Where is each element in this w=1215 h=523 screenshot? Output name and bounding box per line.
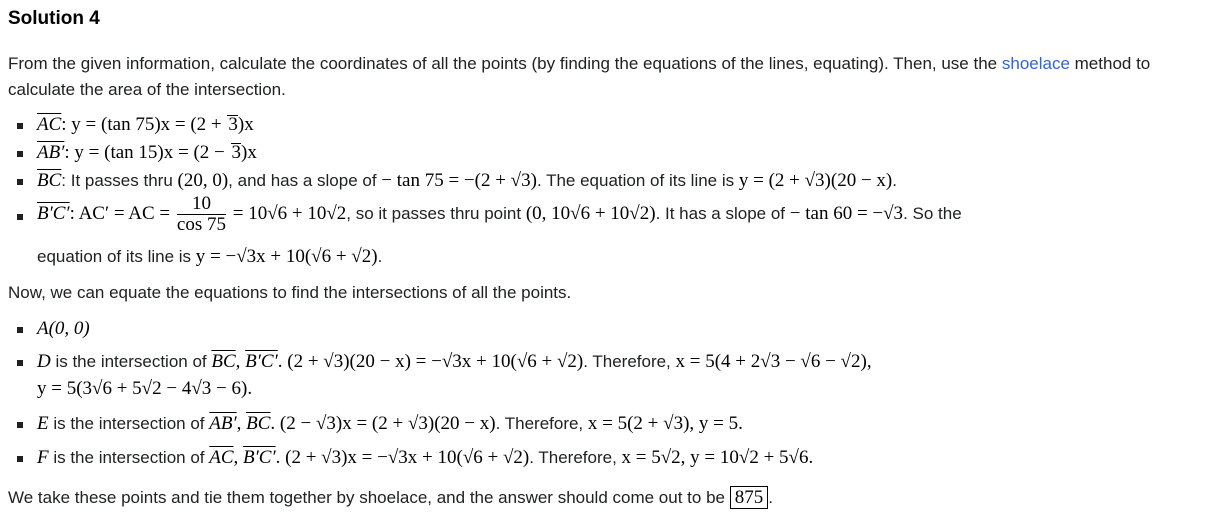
math: (20, 0) bbox=[177, 170, 229, 191]
math: (0, 10√6 + 10√2) bbox=[525, 202, 656, 224]
shoelace-link[interactable]: shoelace bbox=[1001, 54, 1070, 73]
intro-paragraph bbox=[8, 51, 1203, 103]
fraction-numerator: 10 bbox=[177, 194, 226, 215]
math: − tan 60 = −√3 bbox=[789, 202, 904, 224]
now-paragraph: Now, we can equate the equations to find the intersections of all the points. bbox=[8, 283, 572, 302]
math: − tan 75 = −(2 + √3) bbox=[381, 170, 537, 191]
text: . bbox=[738, 413, 743, 434]
intro-text-before: From the given information, calculate the coordinates of all the points (by finding the equations of the lines, equating). Then, use the bbox=[8, 54, 1002, 73]
list-item-point-a bbox=[37, 318, 90, 340]
math: . (2 − √3)x = (2 + √3)(20 − x) bbox=[270, 413, 496, 434]
text: equation of its line is bbox=[37, 247, 196, 266]
list-item-point-d: D is the intersection of $\overline{BC}$, B′C′. (2 + √3)(20 − x) = −√3x + 10(√6 + √2). Therefore, x = 5(4 + 2√3 − √6 − √2), bbox=[37, 351, 872, 373]
text: , so it passes thru point bbox=[346, 203, 526, 223]
text: . It has a slope of bbox=[655, 203, 790, 223]
comma: , bbox=[866, 351, 872, 372]
sqrt-radicand: 3 bbox=[228, 114, 238, 135]
list-item-bpcp bbox=[37, 194, 962, 235]
text: is the intersection of bbox=[48, 414, 210, 433]
text: . The equation of its line is bbox=[536, 171, 739, 190]
bullet-icon bbox=[17, 214, 23, 220]
text: . Therefore, bbox=[495, 414, 588, 433]
point-name: E bbox=[37, 413, 49, 434]
math: x = 5(4 + 2√3 − √6 − √2) bbox=[675, 351, 867, 372]
segment-label: $\overline{BC}$ bbox=[246, 413, 271, 434]
segment-label: $\overline{AC}$ bbox=[209, 447, 234, 468]
math: A(0, 0) bbox=[37, 318, 90, 339]
math: x = 5(2 + √3), y = 5 bbox=[587, 413, 739, 434]
equation-tail: )x bbox=[237, 114, 254, 135]
math: . (2 + √3)x = −√3x + 10(√6 + √2) bbox=[275, 447, 530, 468]
math: y = (2 + √3)(20 − x) bbox=[738, 170, 893, 191]
segment-label: AB′ bbox=[37, 142, 65, 163]
segment-label: AB′ bbox=[209, 413, 237, 434]
text: is the intersection of bbox=[50, 352, 212, 371]
fraction bbox=[177, 194, 226, 235]
math: x = 5√2, y = 10√2 + 5√6 bbox=[621, 447, 809, 468]
math: y = −√3x + 10(√6 + √2) bbox=[195, 246, 378, 267]
math: . (2 + √3)(20 − x) = −√3x + 10(√6 + √2) bbox=[277, 351, 584, 372]
list-item-abp bbox=[37, 142, 257, 164]
text: . bbox=[808, 447, 814, 468]
conclusion-end: . bbox=[768, 488, 773, 507]
segment-label: B′C′ bbox=[243, 447, 276, 468]
text: is the intersection of bbox=[48, 448, 210, 467]
list-item-bpcp-continuation bbox=[37, 246, 382, 268]
text: . bbox=[247, 378, 253, 399]
text: . bbox=[892, 171, 897, 190]
equation: : y = (tan 75)x = (2 + bbox=[61, 114, 227, 135]
intro-text-after: method to calculate the area of the intersection. bbox=[8, 54, 1151, 99]
list-item-point-f: F is the intersection of $\overline{AC}$, B′C′. (2 + √3)x = −√3x + 10(√6 + √2). Therefore, x = 5√2, y = 10√2 + 5√6. bbox=[37, 447, 813, 469]
conclusion-text: We take these points and tie them together by shoelace, and the answer should come out to be bbox=[8, 488, 730, 507]
text: . Therefore, bbox=[583, 352, 676, 371]
math: y = 5(3√6 + 5√2 − 4√3 − 6) bbox=[37, 378, 248, 399]
text: : It passes thru bbox=[61, 171, 178, 190]
list-item-ac bbox=[37, 114, 254, 136]
text: . Therefore, bbox=[529, 448, 622, 467]
segment-label: B′C′ bbox=[37, 202, 70, 224]
text: . So the bbox=[903, 203, 962, 223]
list-item-bc bbox=[37, 170, 897, 192]
bullet-icon bbox=[17, 151, 23, 157]
list-item-point-d-continuation bbox=[37, 378, 252, 400]
bullet-icon bbox=[17, 456, 23, 462]
bullet-icon bbox=[17, 422, 23, 428]
text: , and has a slope of bbox=[228, 171, 382, 190]
bullet-icon bbox=[17, 327, 23, 333]
segment-label: $\overline{BC}$ bbox=[37, 170, 62, 191]
sqrt-radicand: 3 bbox=[231, 142, 241, 163]
bullet-icon bbox=[17, 179, 23, 185]
equation: : y = (tan 15)x = (2 − bbox=[64, 142, 230, 163]
solution-heading: Solution 4 bbox=[8, 8, 100, 29]
point-name: F bbox=[37, 447, 49, 468]
bullet-icon bbox=[17, 123, 23, 129]
fraction-denominator: cos 75 bbox=[176, 214, 226, 235]
bullet-icon bbox=[17, 360, 23, 366]
equation-tail: )x bbox=[241, 142, 257, 163]
point-name: D bbox=[37, 351, 51, 372]
segment-label: B′C′ bbox=[245, 351, 278, 372]
math: : AC′ = AC = bbox=[69, 202, 175, 224]
text: . bbox=[377, 247, 383, 266]
list-item-point-e: E is the intersection of AB′, $\overline{BC}$. (2 − √3)x = (2 + √3)(20 − x). Therefore, x = 5(2 + √3), y = 5. bbox=[37, 413, 743, 435]
math: = 10√6 + 10√2 bbox=[227, 202, 347, 224]
segment-label: $\overline{AC}$ bbox=[37, 114, 62, 135]
answer-box: 875 bbox=[730, 486, 769, 509]
conclusion-paragraph bbox=[8, 487, 773, 509]
segment-label: $\overline{BC}$ bbox=[211, 351, 236, 372]
